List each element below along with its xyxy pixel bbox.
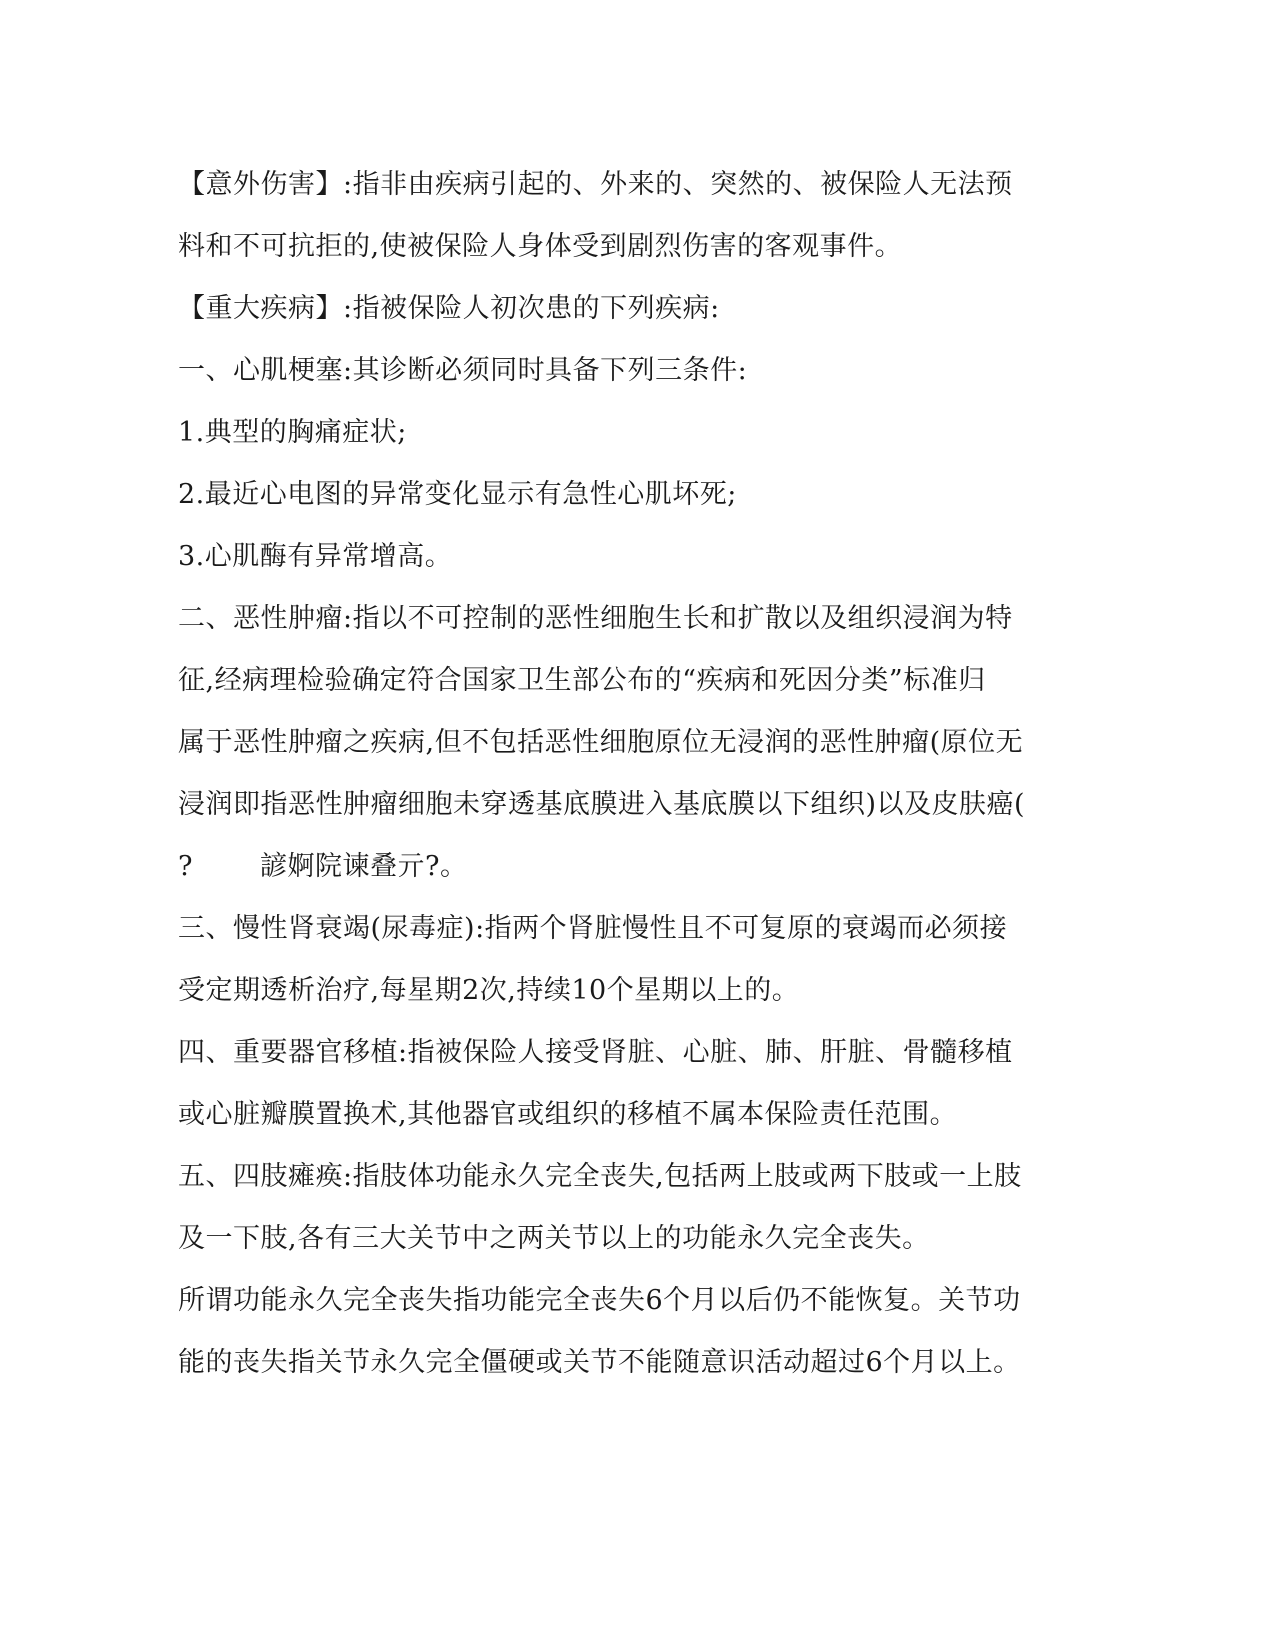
garbled-text-mark: ? xyxy=(178,851,193,882)
paragraph-line: 1.典型的胸痛症状; xyxy=(178,417,407,448)
paragraph-line: 三、慢性肾衰竭(尿毒症):指两个肾脏慢性且不可复原的衰竭而必须接 xyxy=(178,913,1008,944)
paragraph-line: 征,经病理检验确定符合国家卫生部公布的“疾病和死因分类”标准归 xyxy=(178,665,986,696)
paragraph-line: 料和不可抗拒的,使被保险人身体受到剧烈伤害的客观事件。 xyxy=(178,231,903,262)
garbled-line xyxy=(178,842,1078,904)
paragraph-line: 及一下肢,各有三大关节中之两关节以上的功能永久完全丧失。 xyxy=(178,1223,930,1254)
paragraph-line: 一、心肌梗塞:其诊断必须同时具备下列三条件: xyxy=(178,355,748,386)
paragraph-line: 【重大疾病】:指被保险人初次患的下列疾病: xyxy=(178,293,720,324)
paragraph-line: 3.心肌酶有异常增高。 xyxy=(178,541,453,572)
document-body xyxy=(178,160,1078,1400)
paragraph-line: 四、重要器官移植:指被保险人接受肾脏、心脏、肺、肝脏、骨髓移植 xyxy=(178,1037,1013,1068)
paragraph-line: 所谓功能永久完全丧失指功能完全丧失6个月以后仍不能恢复。关节功 xyxy=(178,1285,1021,1316)
paragraph-line: 能的丧失指关节永久完全僵硬或关节不能随意识活动超过6个月以上。 xyxy=(178,1347,1021,1378)
paragraph-line: 2.最近心电图的异常变化显示有急性心肌坏死; xyxy=(178,479,737,510)
paragraph-line: 【意外伤害】:指非由疾病引起的、外来的、突然的、被保险人无法预 xyxy=(178,169,1013,200)
paragraph-line: 浸润即指恶性肿瘤细胞未穿透基底膜进入基底膜以下组织)以及皮肤癌( xyxy=(178,789,1026,820)
garbled-text: 諺婀院谏叠亓?。 xyxy=(260,851,468,882)
paragraph-line: 属于恶性肿瘤之疾病,但不包括恶性细胞原位无浸润的恶性肿瘤(原位无 xyxy=(178,727,1024,758)
paragraph-line: 或心脏瓣膜置换术,其他器官或组织的移植不属本保险责任范围。 xyxy=(178,1099,958,1130)
paragraph-line: 二、恶性肿瘤:指以不可控制的恶性细胞生长和扩散以及组织浸润为特 xyxy=(178,603,1013,634)
paragraph-line: 受定期透析治疗,每星期2次,持续10个星期以上的。 xyxy=(178,975,800,1006)
paragraph-line: 五、四肢瘫痪:指肢体功能永久完全丧失,包括两上肢或两下肢或一上肢 xyxy=(178,1161,1022,1192)
